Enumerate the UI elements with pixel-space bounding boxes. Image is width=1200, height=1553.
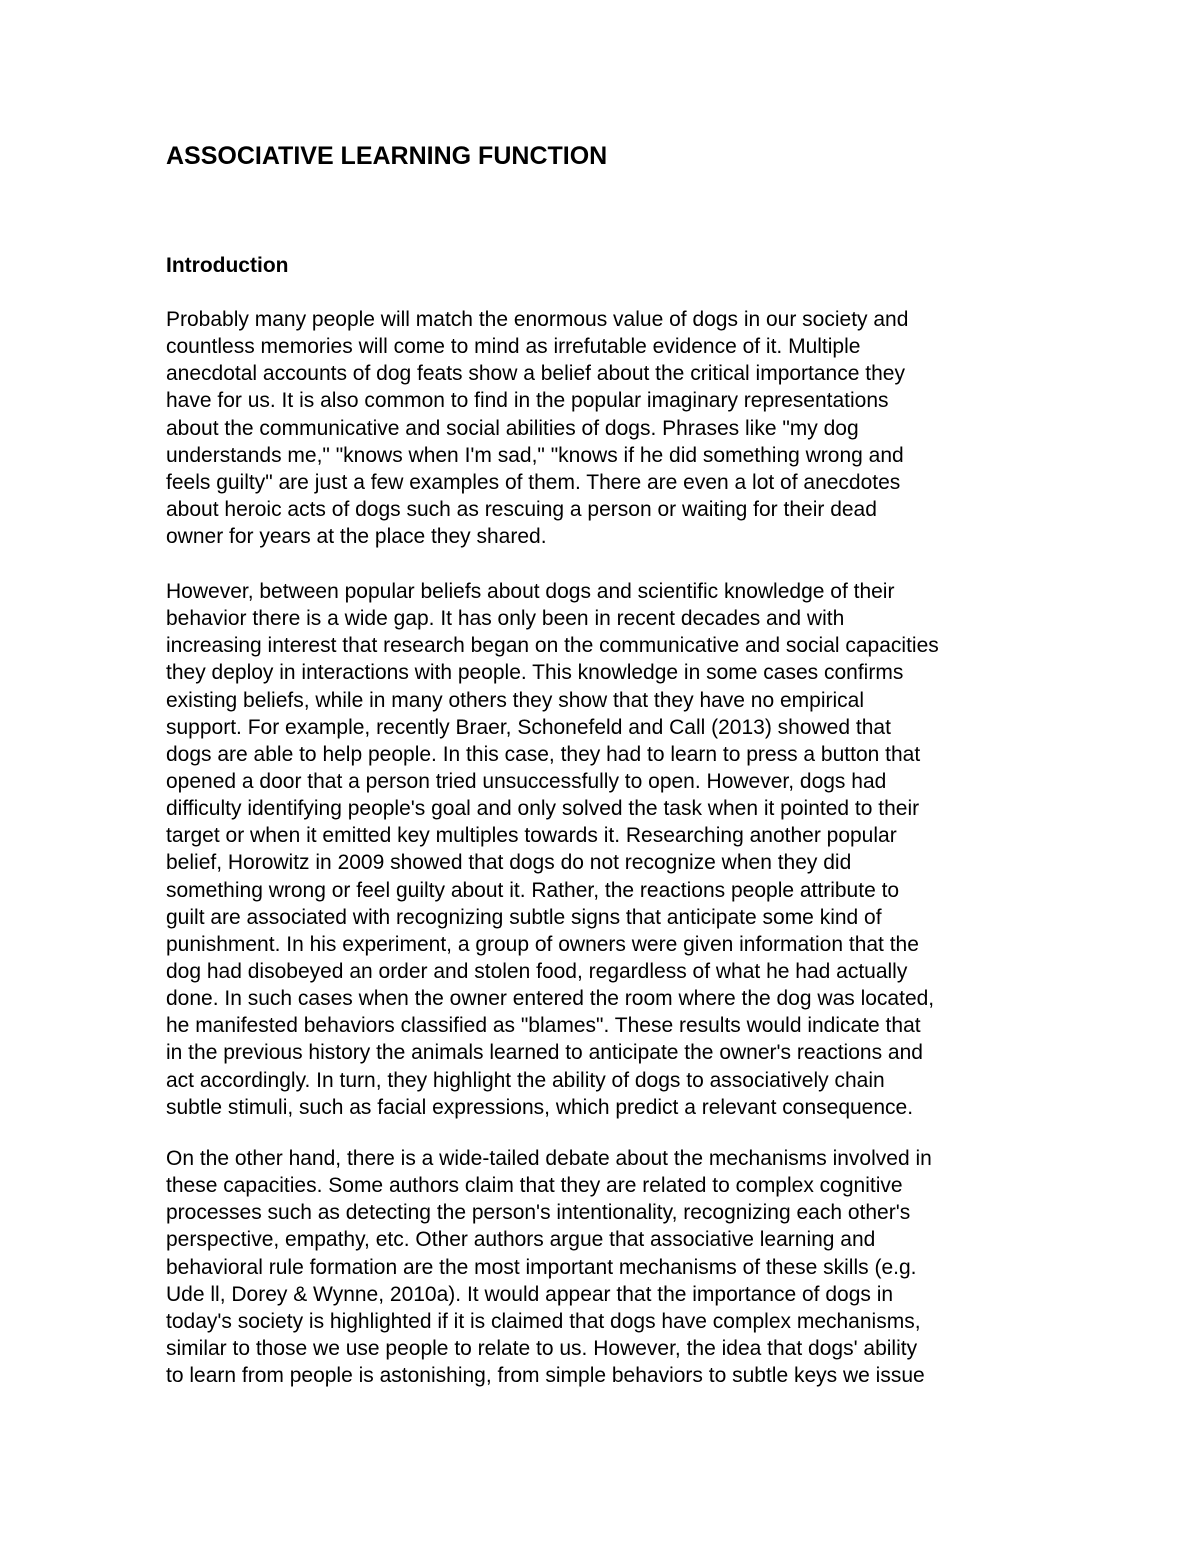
- text-line: about the communicative and social abilities of dogs. Phrases like "my dog: [166, 416, 859, 440]
- text-line: Ude ll, Dorey & Wynne, 2010a). It would appear that the importance of dogs in: [166, 1282, 894, 1306]
- text-line: Probably many people will match the enormous value of dogs in our society and: [166, 308, 909, 331]
- text-line: have for us. It is also common to find in the popular imaginary representations: [166, 389, 889, 413]
- text-line: these capacities. Some authors claim that they are related to complex cognitive: [166, 1174, 903, 1198]
- text-line: behavior there is a wide gap. It has only been in recent decades and with: [166, 607, 845, 631]
- text-line: feels guilty" are just a few examples of them. There are even a lot of anecdotes: [166, 470, 901, 494]
- text-line: similar to those we use people to relate to us. However, the idea that dogs' ability: [166, 1336, 918, 1360]
- text-line: dog had disobeyed an order and stolen food, regardless of what he had actually: [166, 959, 908, 983]
- text-line: subtle stimuli, such as facial expressions, which predict a relevant consequence.: [166, 1095, 914, 1119]
- text-line: guilt are associated with recognizing subtle signs that anticipate some kind of: [166, 905, 882, 929]
- text-line: done. In such cases when the owner entered the room where the dog was located,: [166, 987, 935, 1011]
- text-line: anecdotal accounts of dog feats show a belief about the critical importance they: [166, 362, 905, 386]
- text-line: target or when it emitted key multiples towards it. Researching another popular: [166, 824, 897, 848]
- text-line: punishment. In his experiment, a group of owners were given information that the: [166, 932, 919, 956]
- document-title: ASSOCIATIVE LEARNING FUNCTION: [166, 142, 608, 170]
- text-line: countless memories will come to mind as irrefutable evidence of it. Multiple: [166, 335, 861, 359]
- text-line: about heroic acts of dogs such as rescuing a person or waiting for their dead: [166, 497, 877, 521]
- text-line: difficulty identifying people's goal and only solved the task when it pointed to their: [166, 797, 920, 821]
- text-line: processes such as detecting the person's intentionality, recognizing each other's: [166, 1201, 911, 1225]
- text-line: dogs are able to help people. In this case, they had to learn to press a button that: [166, 742, 921, 766]
- text-line: in the previous history the animals learned to anticipate the owner's reactions and: [166, 1041, 923, 1065]
- section-heading-introduction: Introduction: [166, 254, 289, 277]
- text-line: perspective, empathy, etc. Other authors argue that associative learning and: [166, 1228, 876, 1252]
- paragraph-1: [166, 306, 1046, 550]
- text-line: existing beliefs, while in many others they show that they have no empirical: [166, 688, 865, 712]
- text-line: support. For example, recently Braer, Schonefeld and Call (2013) showed that: [166, 715, 891, 739]
- text-line: owner for years at the place they shared.: [166, 525, 547, 549]
- text-line: something wrong or feel guilty about it. Rather, the reactions people attribute to: [166, 878, 900, 902]
- text-line: However, between popular beliefs about dogs and scientific knowledge of their: [166, 580, 895, 603]
- text-line: understands me," "knows when I'm sad," "knows if he did something wrong and: [166, 443, 904, 467]
- text-line: increasing interest that research began on the communicative and social capacities: [166, 634, 939, 658]
- text-line: belief, Horowitz in 2009 showed that dogs do not recognize when they did: [166, 851, 852, 875]
- text-line: he manifested behaviors classified as "blames". These results would indicate that: [166, 1014, 921, 1038]
- paragraph-2: [166, 578, 1046, 1121]
- text-line: act accordingly. In turn, they highlight the ability of dogs to associatively chain: [166, 1068, 885, 1092]
- text-line: to learn from people is astonishing, from simple behaviors to subtle keys we issue: [166, 1364, 925, 1388]
- text-line: On the other hand, there is a wide-tailed debate about the mechanisms involved in: [166, 1147, 932, 1170]
- text-line: behavioral rule formation are the most important mechanisms of these skills (e.g.: [166, 1255, 917, 1279]
- text-line: opened a door that a person tried unsuccessfully to open. However, dogs had: [166, 769, 887, 793]
- text-line: they deploy in interactions with people. This knowledge in some cases confirms: [166, 661, 904, 685]
- text-line: today's society is highlighted if it is claimed that dogs have complex mechanisms,: [166, 1309, 921, 1333]
- paragraph-3: [166, 1145, 1046, 1389]
